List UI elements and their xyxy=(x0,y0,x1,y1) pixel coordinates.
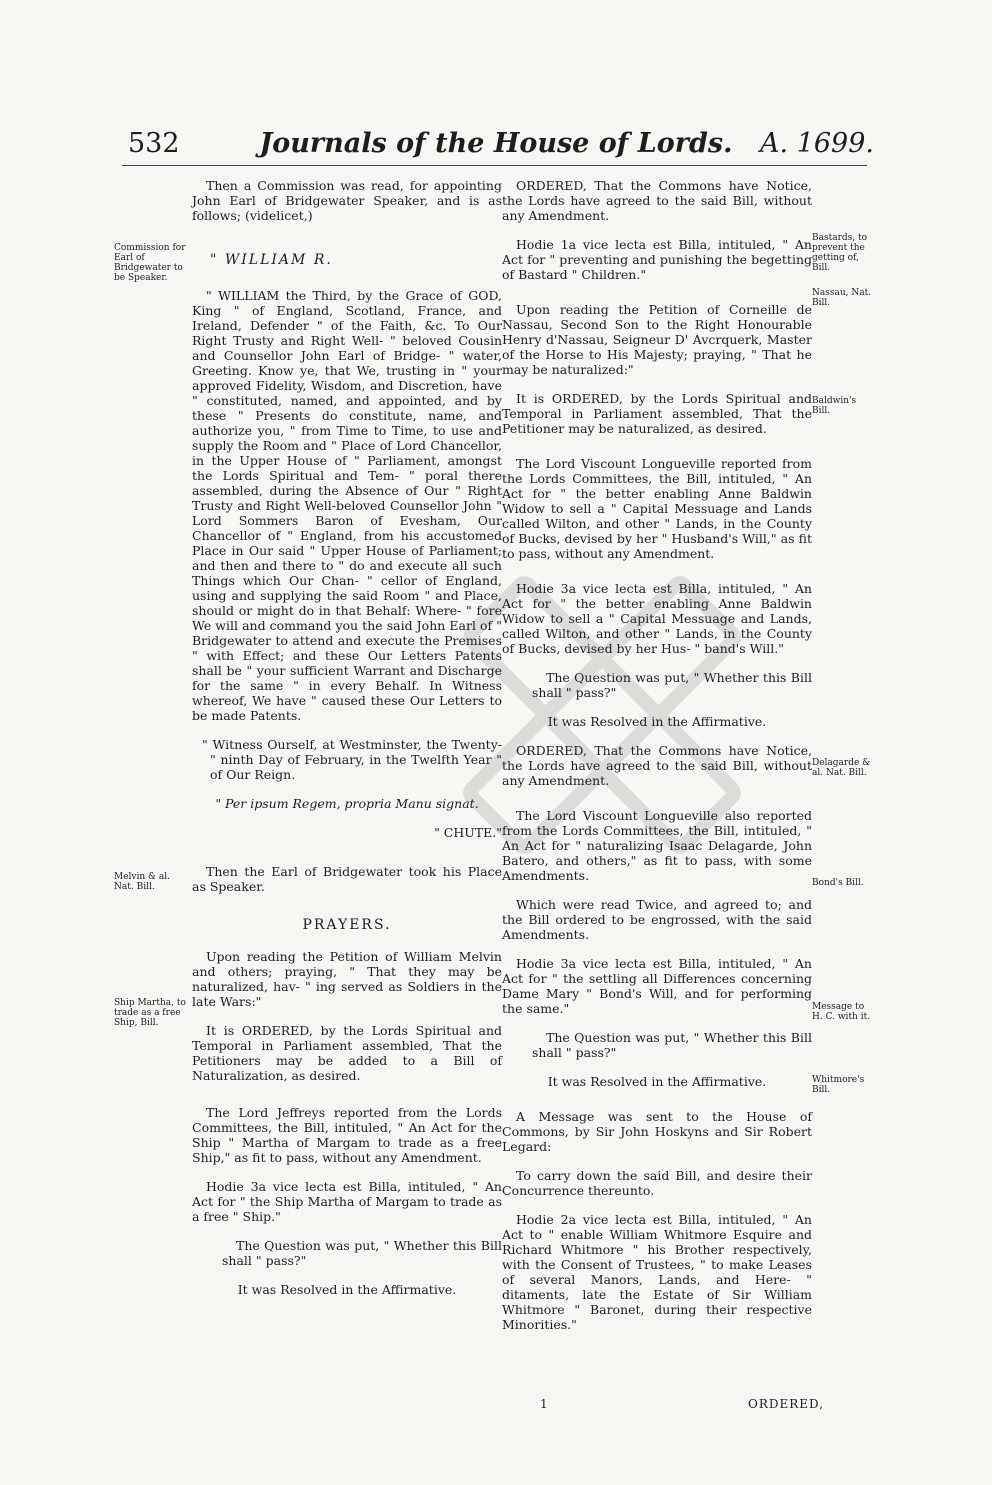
commission-text: " WILLIAM the Third, by the Grace of GOD, King " of England, Scotland, France, and Ireland, Defender " of the Faith, &c. To Our Right Trusty and Right Well- " beloved Cousin and Counsellor John Earl of Bridge- " water, Greeting. Know ye, that We, trusting in " your approved Fidelity, Wisdom, and Discretion, have " constituted, named, and appointed, and by these " Presents do constitute, name, and authorize you, " from Time to Time, to use and supply the Room and " Place of Lord Chancellor, in the Upper House of " Parliament, amongst the Lords Spiritual and Tem- " poral there assembled, during the Absence of Our " Right Trusty and Right Well-beloved Counsellor John " Lord Sommers Baron of Evesham, Our Chancellor of " England, from his accustomed Place in Our said " Upper House of Parliament; and then and there to " do and execute all such Things which Our Chan- " cellor of England, using and supplying the said Room " and Place, should or might do in that Behalf: Where- " fore We will and command you the said John Earl of " Bridgewater to attend and execute the Premises " with Effect; and these Our Letters Patents shall be " your sufficient Warrant and Discharge for the same " in every Behalf. In Witness whereof, We have " caused these Our Letters to be made Patents. xyxy=(192,288,502,723)
whitmore-second-reading: Hodie 2a vice lecta est Billa, intituled, " An Act to " enable William Whitmore Esquire and Richard Whitmore " his Brother respectively, with the Consent of Trustees, " to make Leases of several Manors, Lands, and Here- " ditaments, late the Estate of Sir William Whitmore " Baronet, during their respective Minorities." xyxy=(502,1212,812,1332)
baldwin-resolved: It was Resolved in the Affirmative. xyxy=(547,714,767,729)
margin-note-bond: Bond's Bill. xyxy=(812,878,864,888)
commission-intro: Then a Commission was read, for appointing John Earl of Bridgewater Speaker, and is as follows; (videlicet,) xyxy=(192,178,502,223)
running-title: Journals of the House of Lords. xyxy=(259,128,733,159)
bastards-first-reading: Hodie 1a vice lecta est Billa, intituled, " An Act for " preventing and punishing the begetting of Bastard " Children." xyxy=(502,237,812,282)
martha-question: The Question was put, " Whether this Bill shall " pass?" xyxy=(222,1238,502,1268)
bond-third-reading: Hodie 3a vice lecta est Billa, intituled, " An Act for " the settling all Differences concerning Dame Mary " Bond's Will, and for performing the same." xyxy=(502,956,812,1016)
catchword: ORDERED, xyxy=(748,1397,825,1411)
left-column xyxy=(192,178,502,1311)
commons-notice-1: ORDERED, That the Commons have Notice, the Lords have agreed to the said Bill, without any Amendment. xyxy=(502,178,812,223)
signature-mark: 1 xyxy=(540,1397,548,1411)
earl-takes-place: Then the Earl of Bridgewater took his Place as Speaker. xyxy=(192,864,502,894)
commons-notice-2: ORDERED, That the Commons have Notice, the Lords have agreed to the said Bill, without any Amendment. xyxy=(502,743,812,788)
baldwin-report: The Lord Viscount Longueville reported from the Lords Committees, the Bill, intituled, " An Act for " the better enabling Anne Baldwin Widow to sell a " Capital Messuage and Lands called Wilton, and other " Lands, in the County of Bucks, devised by her " Husband's Will," as fit to pass, without any Amendment. xyxy=(502,456,812,561)
margin-note-melvin: Melvin & al. Nat. Bill. xyxy=(114,872,171,892)
baldwin-question: The Question was put, " Whether this Bill shall " pass?" xyxy=(532,670,812,700)
nassau-petition: Upon reading the Petition of Corneille de Nassau, Second Son to the Right Honourable Henry d'Nassau, Seigneur D' Avcrquerk, Master of the Horse to His Majesty; praying, " That he may be naturalized:" xyxy=(502,302,812,377)
page-number: 532 xyxy=(128,128,180,159)
bond-resolved: It was Resolved in the Affirmative. xyxy=(547,1074,767,1089)
right-column xyxy=(502,178,812,1346)
message-to-commons: A Message was sent to the House of Commons, by Sir John Hoskyns and Sir Robert Legard: xyxy=(502,1109,812,1154)
salutation: " WILLIAM R. xyxy=(210,252,333,268)
message-purpose: To carry down the said Bill, and desire their Concurrence thereunto. xyxy=(502,1168,812,1198)
delagarde-amendments: Which were read Twice, and agreed to; and the Bill ordered to be engrossed, with the said Amendments. xyxy=(502,897,812,942)
witness-clause: " Witness Ourself, at Westminster, the Twenty- " ninth Day of February, in the Twelfth Year " of Our Reign. xyxy=(202,737,502,782)
margin-note-whitmore: Whitmore's Bill. xyxy=(812,1075,865,1095)
margin-note-nassau: Nassau, Nat. Bill. xyxy=(812,288,872,308)
per-ipsum-regem: " Per ipsum Regem, propria Manu signat. xyxy=(215,796,479,811)
martha-report: The Lord Jeffreys reported from the Lords Committees, the Bill, intituled, " An Act for the Ship " Martha of Margam to trade as a free Ship," as fit to pass, without any Amendment. xyxy=(192,1105,502,1165)
margin-note-bastards: Bastards, to prevent the getting of, Bill. xyxy=(812,233,868,273)
delagarde-report: The Lord Viscount Longueville also reported from the Lords Committees, the Bill, intituled, " An Act for " naturalizing Isaac Delagarde, John Batero, and others," as fit to pass, with some Amendments. xyxy=(502,808,812,883)
margin-note-commission: Commission for Earl of Bridgewater to be Speaker. xyxy=(114,243,186,283)
martha-third-reading: Hodie 3a vice lecta est Billa, intituled, " An Act for " the Ship Martha of Margam to trade as a free " Ship." xyxy=(192,1179,502,1224)
nassau-order: It is ORDERED, by the Lords Spiritual and Temporal in Parliament assembled, That the Petitioner may be naturalized, as desired. xyxy=(502,391,812,436)
page-header xyxy=(0,128,992,168)
margin-note-baldwin: Baldwin's Bill. xyxy=(812,396,857,416)
year-heading: A. 1699. xyxy=(760,128,874,159)
chute-signature: " CHUTE." xyxy=(434,825,502,840)
baldwin-third-reading: Hodie 3a vice lecta est Billa, intituled, " An Act for " the better enabling Anne Baldwin Widow to sell a " Capital Messuage and Lands, called Wilton, and other " Lands, in the County of Bucks, devised by her Hus- " band's Will." xyxy=(502,581,812,656)
margin-note-delagarde: Delagarde & al. Nat. Bill. xyxy=(812,758,871,778)
header-rule xyxy=(122,165,867,166)
bond-question: The Question was put, " Whether this Bill shall " pass?" xyxy=(532,1030,812,1060)
melvin-petition: Upon reading the Petition of William Melvin and others; praying, " That they may be naturalized, hav- " ing served as Soldiers in the late Wars:" xyxy=(192,949,502,1009)
martha-resolved: It was Resolved in the Affirmative. xyxy=(237,1282,457,1297)
prayers-heading: PRAYERS. xyxy=(302,917,392,933)
melvin-order: It is ORDERED, by the Lords Spiritual and Temporal in Parliament assembled, That the Petitioners may be added to a Bill of Naturalization, as desired. xyxy=(192,1023,502,1083)
margin-note-martha: Ship Martha, to trade as a free Ship, Bill. xyxy=(114,998,186,1028)
margin-note-message: Message to H. C. with it. xyxy=(812,1002,871,1022)
